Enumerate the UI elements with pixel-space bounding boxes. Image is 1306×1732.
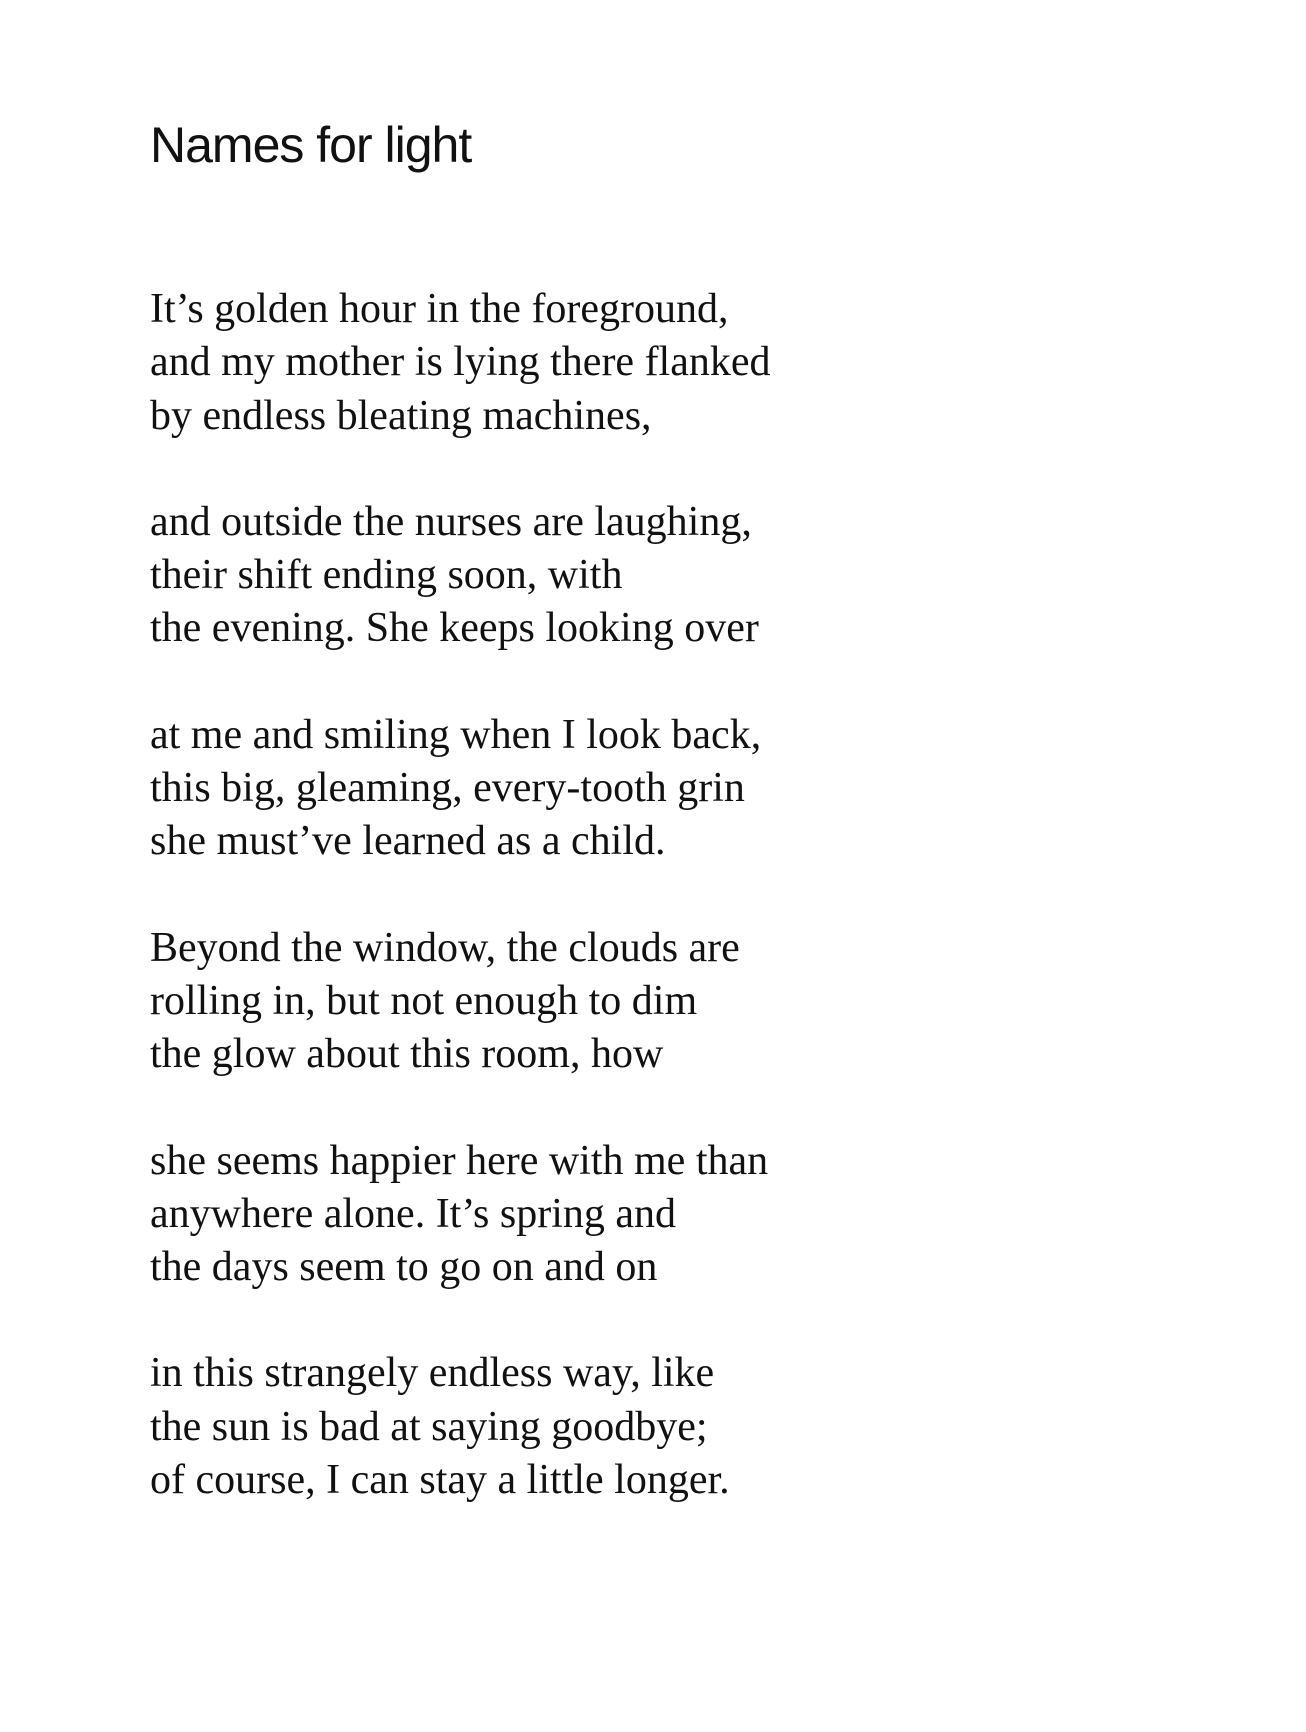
stanza <box>150 709 1050 869</box>
poem-title: Names for light <box>150 117 472 173</box>
stanza <box>150 1135 1050 1295</box>
poem-line: this big, gleaming, every-tooth grin <box>150 765 745 812</box>
poem-line: their shift ending soon, with <box>150 552 623 599</box>
stanza <box>150 496 1050 656</box>
poem-line: rolling in, but not enough to dim <box>150 977 698 1024</box>
poem-line: and my mother is lying there flanked <box>150 339 771 386</box>
poem-line: the sun is bad at saying goodbye; <box>150 1403 708 1450</box>
poem-body <box>150 283 1050 1560</box>
poem-line: by endless bleating machines, <box>150 392 652 439</box>
poem-line: the evening. She keeps looking over <box>150 605 759 652</box>
poem-line: she seems happier here with me than <box>150 1137 769 1184</box>
stanza <box>150 1347 1050 1507</box>
poem-line: It’s golden hour in the foreground, <box>150 286 729 332</box>
poem-line: Beyond the window, the clouds are <box>150 924 740 971</box>
poem-line: she must’ve learned as a child. <box>150 818 666 865</box>
poem-line: and outside the nurses are laughing, <box>150 498 752 545</box>
poem-line: of course, I can stay a little longer. <box>150 1457 730 1504</box>
poem-line: in this strangely endless way, like <box>150 1350 715 1397</box>
poem-line: at me and smiling when I look back, <box>150 711 762 758</box>
poem-line: the glow about this room, how <box>150 1031 664 1078</box>
stanza <box>150 283 1050 443</box>
stanza <box>150 922 1050 1082</box>
poem-line: the days seem to go on and on <box>150 1244 658 1291</box>
poem-line: anywhere alone. It’s spring and <box>150 1190 677 1237</box>
